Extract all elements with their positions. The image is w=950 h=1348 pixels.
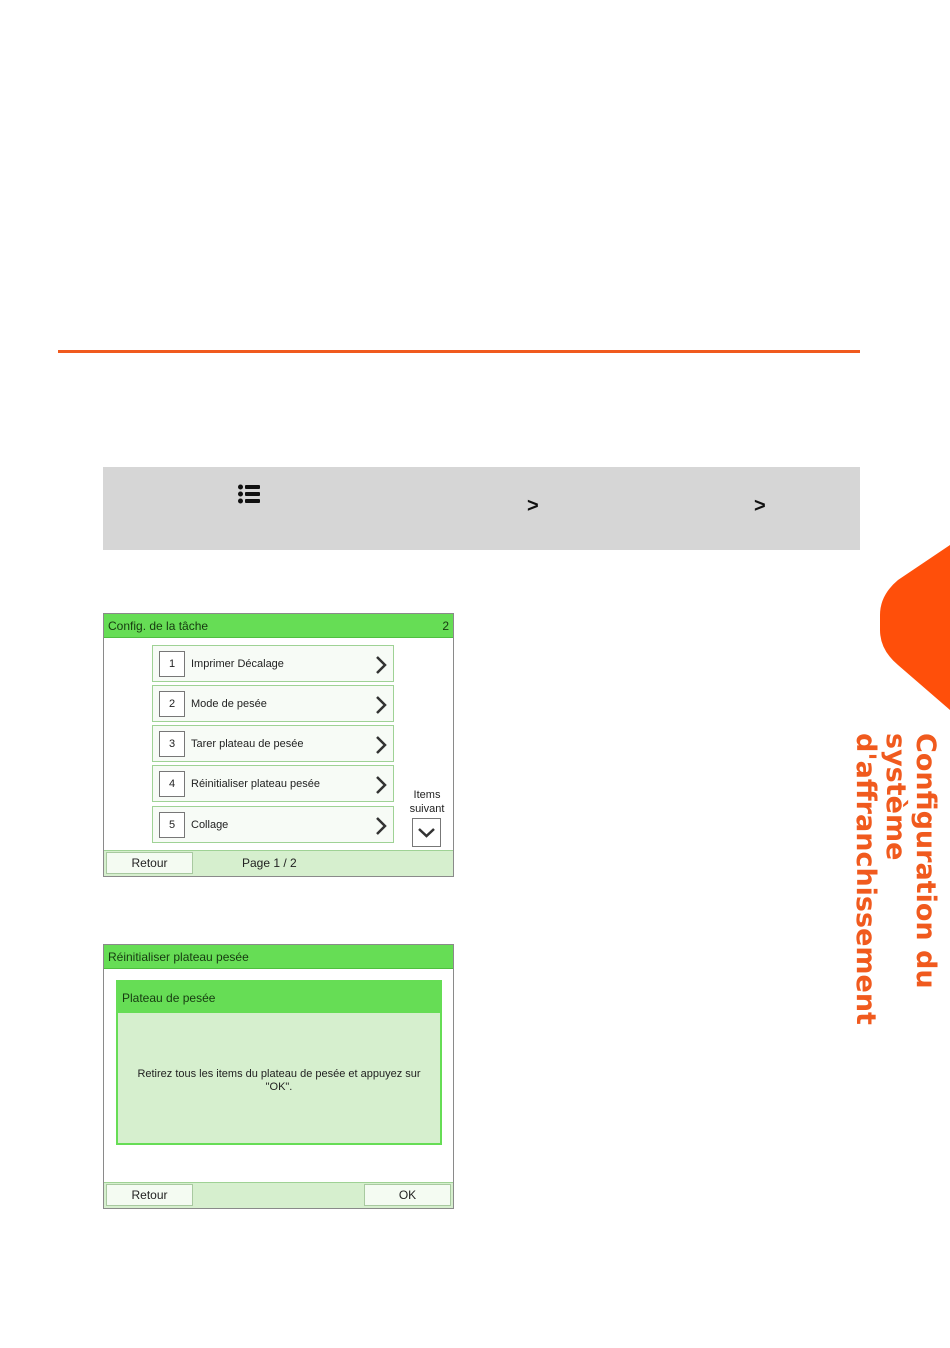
item-label: Tarer plateau de pesée [191,738,304,750]
menu-item-print-offset[interactable] [152,645,394,682]
chevron-down-icon [413,819,440,846]
back-button[interactable]: Retour [106,1184,193,1206]
item-number: 4 [159,771,185,797]
menu-item-sealing[interactable] [152,806,394,843]
chevron-right-icon [374,735,388,755]
item-label: Réinitialiser plateau pesée [191,778,321,790]
chevron-right-icon [374,695,388,715]
section-divider [58,350,860,353]
screen-footer [104,850,453,876]
screen-title: Réinitialiser plateau pesée [108,949,249,964]
screen-footer [104,1182,453,1208]
dialog-message: Retirez tous les items du plateau de pesée et appuyez sur "OK". [137,1068,421,1093]
next-items-label: Items suivant [409,789,445,815]
dialog-title: Plateau de pesée [118,982,440,1013]
screen-title: Config. de la tâche [108,618,209,633]
weighing-platform-dialog [116,980,442,1145]
page-indicator: Page 1 / 2 [242,856,297,870]
chevron-right-icon [374,775,388,795]
navigation-path-bar [103,467,860,550]
item-number: 3 [159,731,185,757]
menu-item-weighing-mode[interactable] [152,685,394,722]
item-label: Collage [191,819,229,831]
screen-title-bar [104,945,453,969]
next-items-button[interactable] [412,818,441,847]
back-button[interactable]: Retour [106,852,193,874]
chevron-right-icon [374,655,388,675]
screen-title-bar [104,614,453,638]
item-number: 5 [159,812,185,838]
list-icon [238,484,260,504]
item-label: Mode de pesée [191,698,267,710]
menu-item-tare-platform[interactable] [152,725,394,762]
ok-button[interactable]: OK [364,1184,451,1206]
screen-title-number: 2 [442,618,449,633]
reset-platform-screen [103,944,454,1209]
chapter-tab [880,545,950,710]
item-number: 2 [159,691,185,717]
chapter-title: Configuration du système d'affranchissement [850,733,941,1025]
menu-item-reset-platform[interactable] [152,765,394,802]
job-config-screen [103,613,454,877]
item-number: 1 [159,651,185,677]
item-label: Imprimer Décalage [191,658,284,670]
path-separator: > [527,495,539,517]
chevron-right-icon [374,816,388,836]
path-separator: > [754,495,766,517]
